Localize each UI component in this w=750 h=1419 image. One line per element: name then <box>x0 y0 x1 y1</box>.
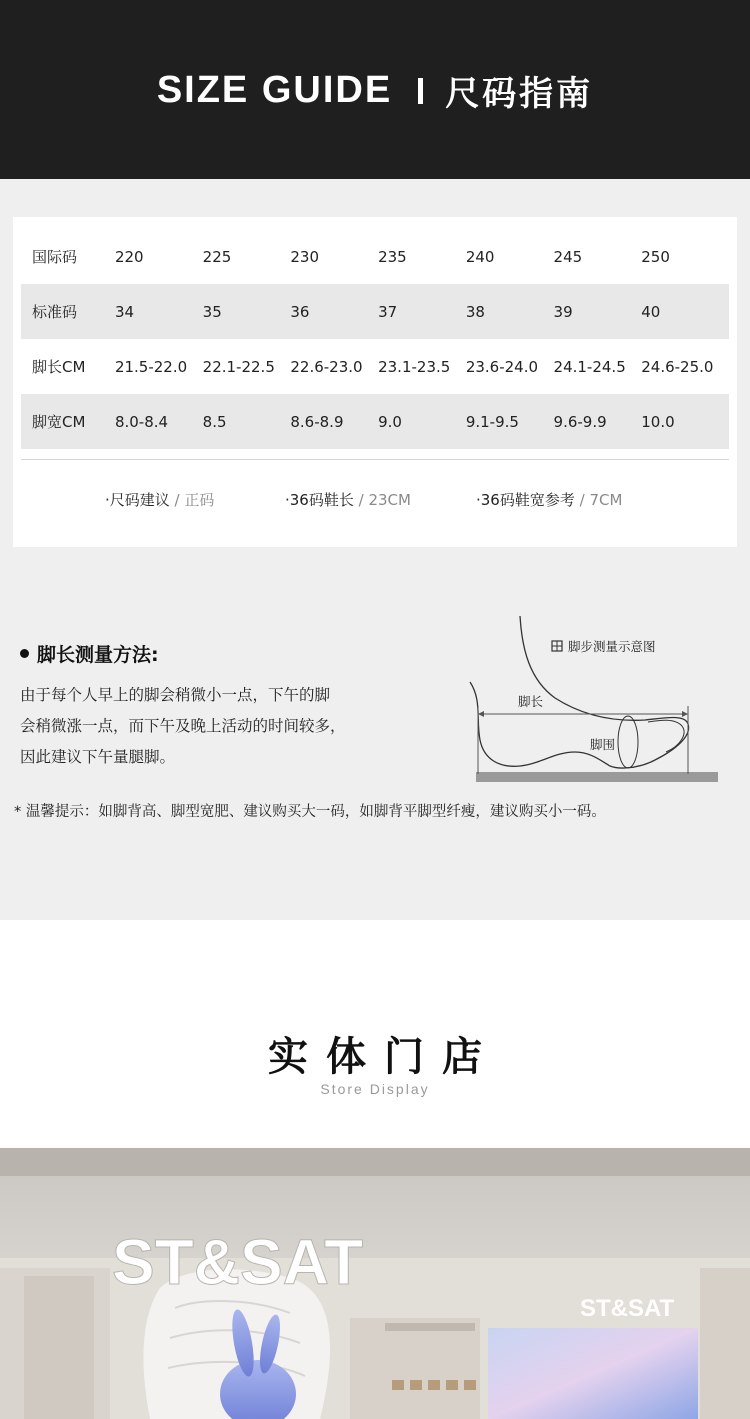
tip-shoe-length: ·36码鞋长 / 23CM <box>285 491 411 509</box>
table-cell: 230 <box>290 247 320 266</box>
table-cell: 23.1-23.5 <box>378 357 451 376</box>
table-cell: 8.0-8.4 <box>115 394 203 449</box>
diagram-legend: 脚步测量示意图 <box>568 639 656 654</box>
legend-icon <box>552 641 562 651</box>
size-card <box>13 217 737 547</box>
store-brand-side: ST&SAT <box>580 1295 675 1322</box>
size-guide-header <box>0 0 750 179</box>
row-label: 脚宽CM <box>21 394 115 449</box>
row-label: 国际码 <box>32 248 78 266</box>
table-cell: 235 <box>378 247 407 266</box>
header-title-cn: 尺码指南 <box>445 74 594 114</box>
tip-label: ·尺码建议 <box>105 491 170 509</box>
label-length: 脚长 <box>518 694 544 709</box>
table-row <box>21 339 729 394</box>
measure-description <box>20 680 400 773</box>
table-cell: 9.6-9.9 <box>554 394 642 449</box>
tip-label: ·36码鞋宽参考 <box>476 491 575 509</box>
store-photo-illustration <box>0 1148 750 1419</box>
table-cell: 225 <box>202 247 232 266</box>
table-cell: 23.6-24.0 <box>465 357 539 376</box>
measure-line: 因此建议下午量腿脚。 <box>20 748 176 766</box>
tip-value: 正码 <box>184 491 215 509</box>
header-divider <box>418 78 423 104</box>
measure-heading <box>20 640 159 667</box>
table-cell: 9.1-9.5 <box>466 394 554 449</box>
toe-outline <box>648 720 684 752</box>
store-title: 实体门店 <box>268 1034 500 1080</box>
table-cell: 9.0 <box>378 394 466 449</box>
table-cell: 39 <box>554 284 642 339</box>
header-title-en: SIZE GUIDE <box>156 69 393 111</box>
header-title <box>157 66 593 115</box>
table-cell: 250 <box>641 247 670 266</box>
tip-size-advice: ·尺码建议 / 正码 <box>105 491 215 509</box>
table-cell: 35 <box>203 284 291 339</box>
girth-loop <box>618 716 638 768</box>
table-cell: 24.1-24.5 <box>553 357 626 376</box>
measure-line: 由于每个人早上的脚会稍微小一点，下午的脚 <box>20 686 331 704</box>
table-cell: 38 <box>466 284 554 339</box>
ground-bar <box>476 772 718 782</box>
table-cell: 8.5 <box>203 394 291 449</box>
table-cell: 34 <box>115 284 203 339</box>
table-cell: 240 <box>465 247 495 266</box>
table-cell: 37 <box>378 284 466 339</box>
table-cell: 40 <box>641 284 729 339</box>
tip-value: 7CM <box>589 491 623 509</box>
table-cell: 245 <box>553 247 583 266</box>
measure-title: 脚长测量方法: <box>37 644 159 666</box>
table-cell: 10.0 <box>641 394 729 449</box>
tip-value: 23CM <box>368 491 411 509</box>
row-label: 标准码 <box>21 284 115 339</box>
table-cell: 22.6-23.0 <box>290 357 363 376</box>
table-cell: 8.6-8.9 <box>290 394 378 449</box>
table-cell: 21.5-22.0 <box>114 357 188 376</box>
tip-shoe-width: ·36码鞋宽参考 / 7CM <box>476 491 623 509</box>
table-cell: 24.6-25.0 <box>641 357 714 376</box>
table-row <box>21 394 729 449</box>
store-brand-main: ST&SAT <box>112 1226 364 1298</box>
bullet-icon <box>20 649 29 658</box>
row-label: 脚长CM <box>32 358 86 376</box>
size-tips <box>13 489 737 513</box>
label-girth: 脚围 <box>590 737 616 752</box>
table-row <box>21 229 729 284</box>
fit-note: * 温馨提示：如脚背高、脚型宽肥、建议购买大一码，如脚背平脚型纤瘦，建议购买小一码。 <box>14 804 606 820</box>
table-cell: 220 <box>114 247 144 266</box>
table-cell: 22.1-22.5 <box>202 357 275 376</box>
foot-diagram <box>460 610 720 790</box>
measure-line: 会稍微涨一点，而下午及晚上活动的时间较多， <box>20 717 346 735</box>
size-table <box>21 229 729 449</box>
card-divider <box>21 459 729 460</box>
table-cell: 36 <box>290 284 378 339</box>
store-subtitle: Store Display <box>320 1081 430 1097</box>
table-row <box>21 284 729 339</box>
tip-label: ·36码鞋长 <box>285 491 354 509</box>
store-photo <box>0 1148 750 1419</box>
